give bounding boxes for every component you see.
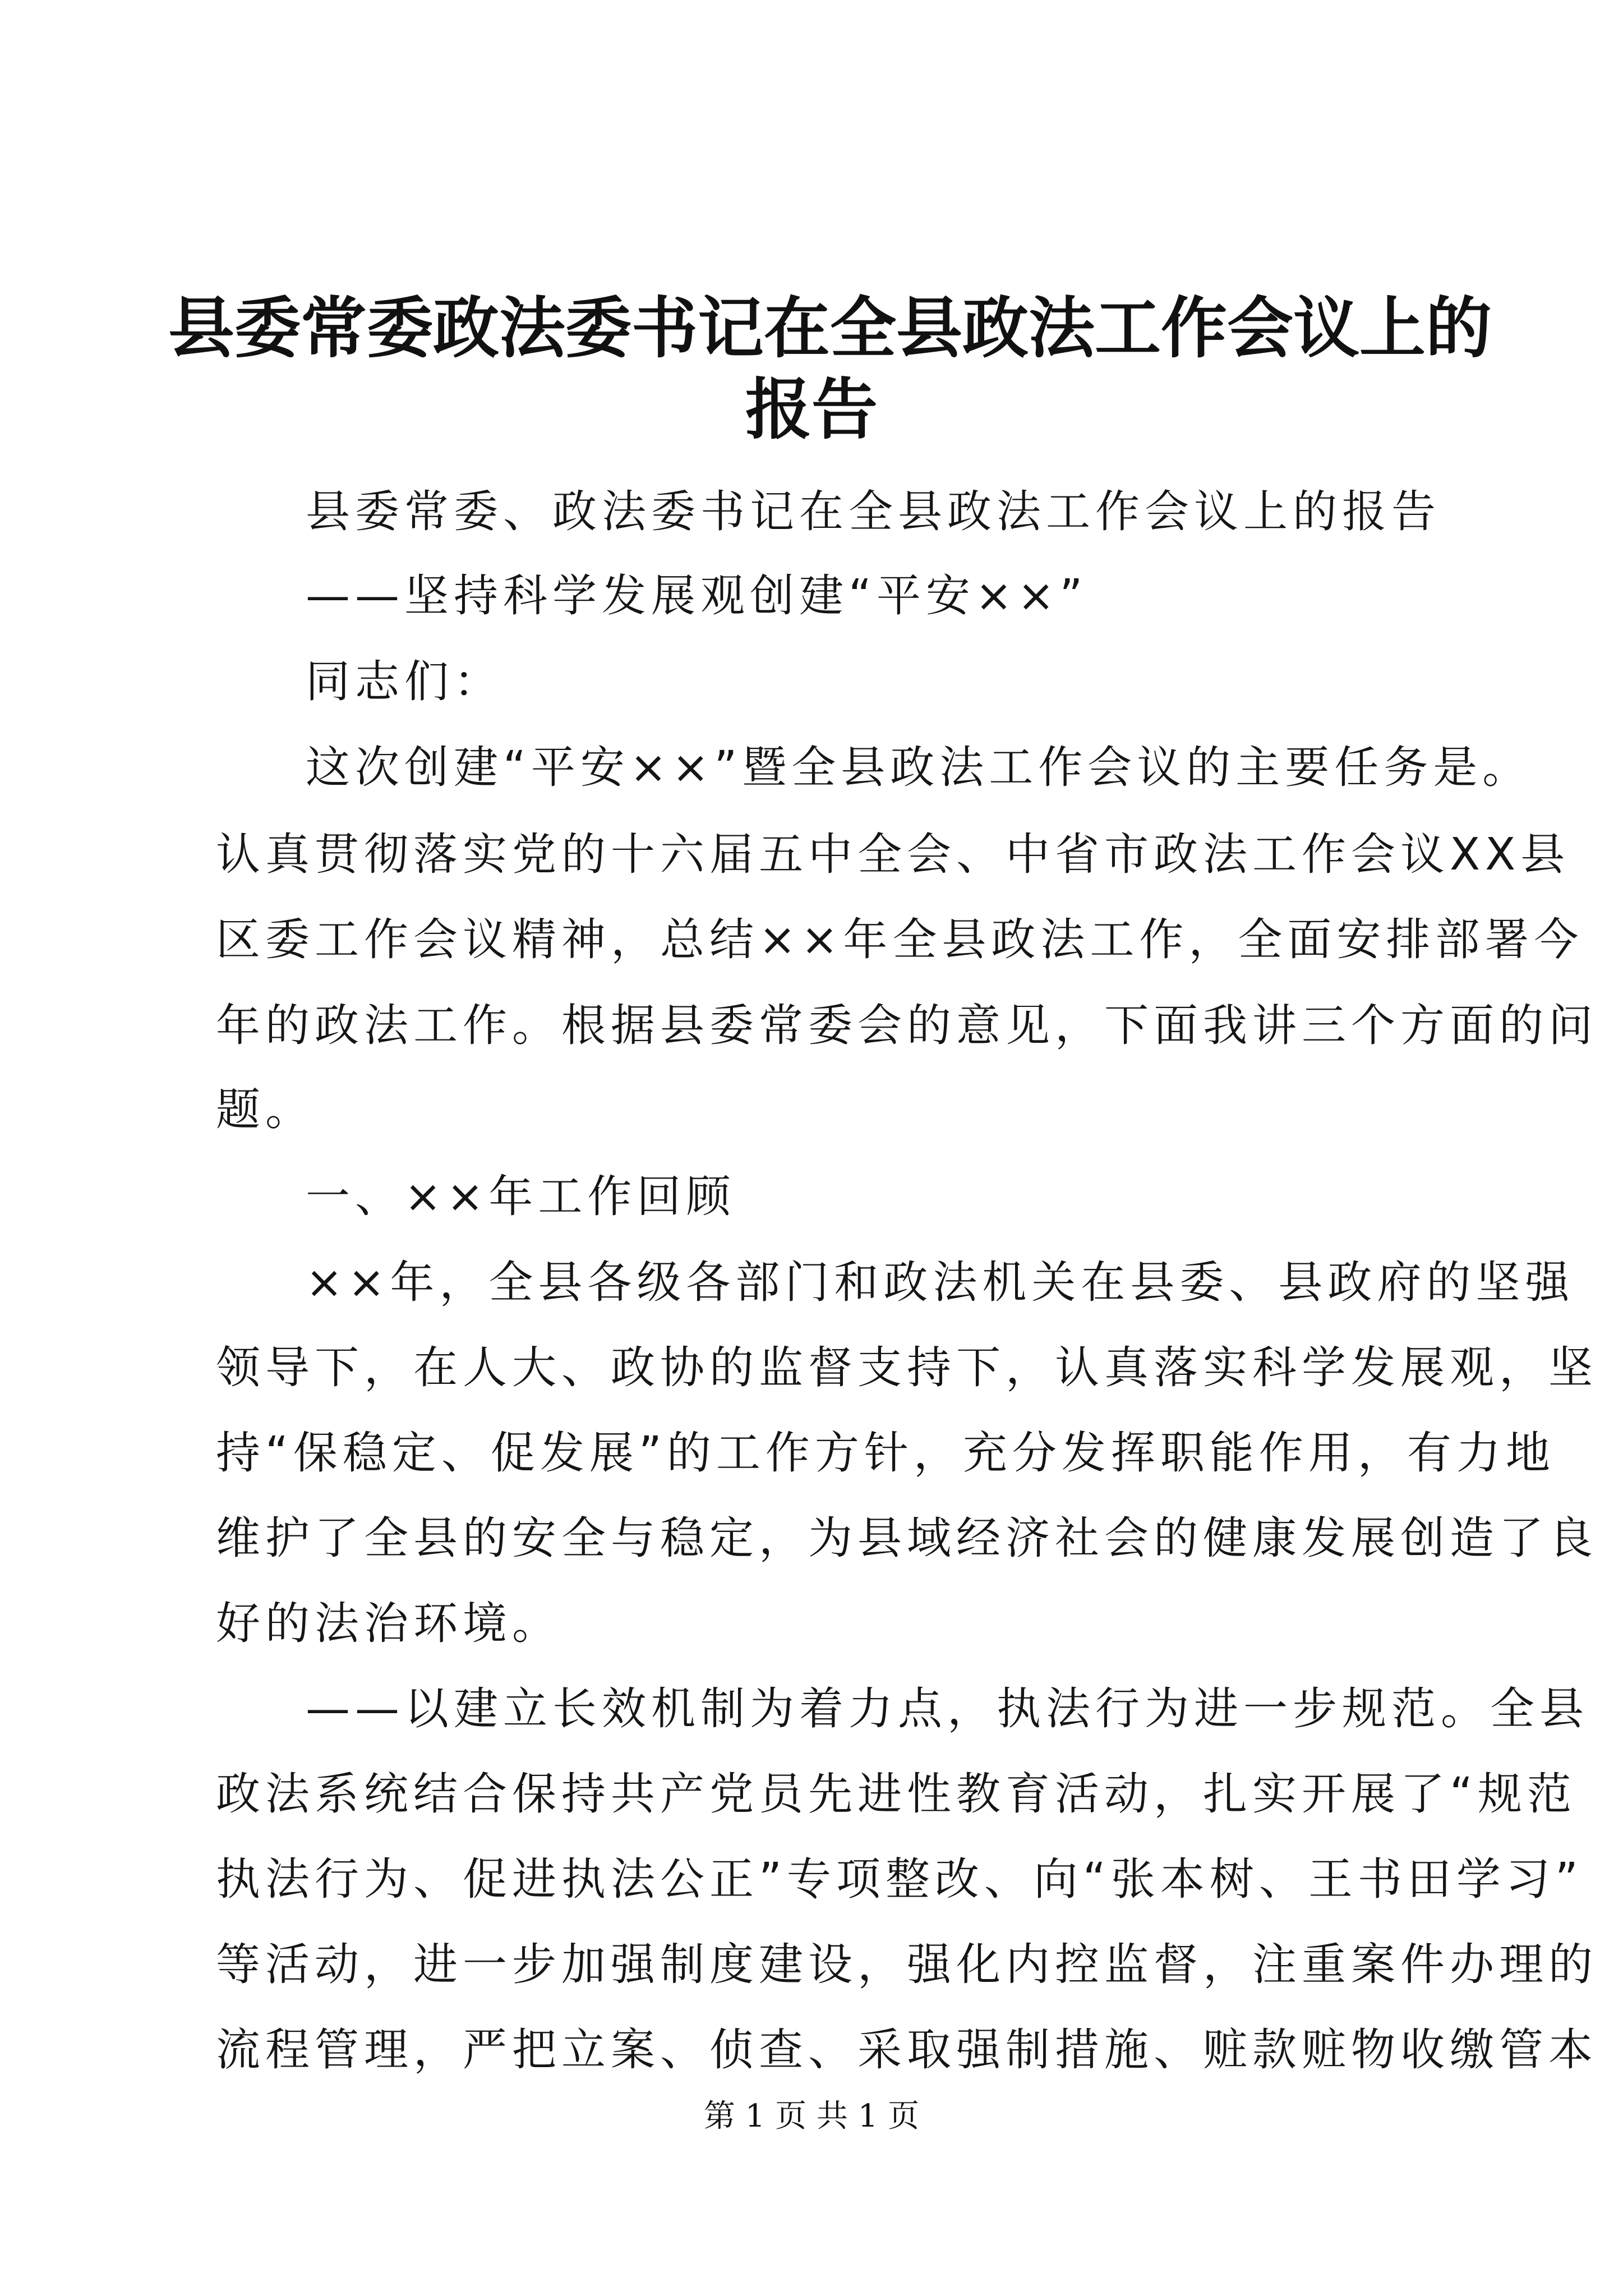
paragraph-line: 等活动，进一步加强制度建设，强化内控监督，注重案件办理的 xyxy=(216,1939,1598,1990)
paragraph-line: 这次创建“平安××”暨全县政法工作会议的主要任务是。 xyxy=(306,742,1532,793)
page-number-footer: 第 1 页 共 1 页 xyxy=(703,2098,920,2134)
paragraph-line: 好的法治环境。 xyxy=(216,1598,561,1649)
paragraph-line: 认真贯彻落实党的十六届五中全会、中省市政法工作会议XX县 xyxy=(216,829,1570,880)
paragraph-line: ××年，全县各级各部门和政法机关在县委、县政府的坚强 xyxy=(306,1257,1575,1308)
paragraph-line: 年的政法工作。根据县委常委会的意见，下面我讲三个方面的问 xyxy=(216,1000,1598,1051)
theme-line: ——坚持科学发展观创建“平安××” xyxy=(306,570,1088,622)
paragraph-line: ——以建立长效机制为着力点，执法行为进一步规范。全县 xyxy=(306,1683,1589,1734)
paragraph-line: 维护了全县的安全与稳定，为县域经济社会的健康发展创造了良 xyxy=(216,1512,1598,1564)
paragraph-line: 领导下，在人大、政协的监督支持下，认真落实科学发展观，坚 xyxy=(216,1342,1598,1393)
paragraph-line: 流程管理，严把立案、侦查、采取强制措施、赃款赃物收缴管本 xyxy=(216,2024,1598,2076)
paragraph-line: 持“保稳定、促发展”的工作方针，充分发挥职能作用，有力地 xyxy=(216,1427,1555,1479)
document-title-line-1: 县委常委政法委书记在全县政法工作会议上的 xyxy=(168,289,1492,367)
document-title-line-2: 报告 xyxy=(745,370,878,448)
paragraph-line: 区委工作会议精神，总结××年全县政法工作，全面安排部署今 xyxy=(216,914,1584,965)
salutation: 同志们： xyxy=(306,656,503,707)
paragraph-line: 题。 xyxy=(216,1084,315,1135)
paragraph-line: 政法系统结合保持共产党员先进性教育活动，扎实开展了“规范 xyxy=(216,1768,1576,1820)
paragraph-line: 执法行为、促进执法公正”专项整改、向“张本树、王书田学习” xyxy=(216,1853,1583,1905)
section-heading: 一、××年工作回顾 xyxy=(306,1171,736,1222)
subtitle-line: 县委常委、政法委书记在全县政法工作会议上的报告 xyxy=(306,486,1441,537)
